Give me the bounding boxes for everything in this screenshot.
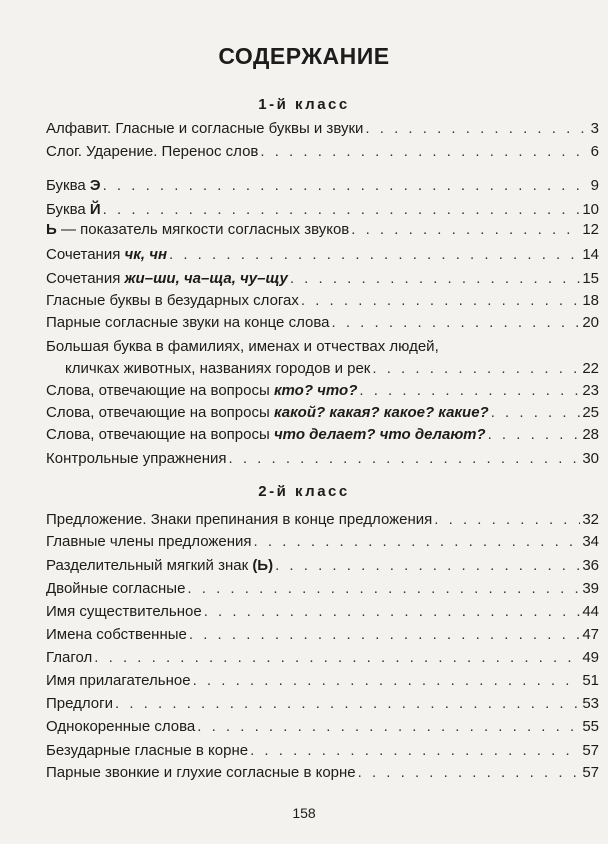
toc-entry-line: [46, 647, 599, 669]
toc-entry-line: [46, 402, 599, 424]
toc-entry[interactable]: [46, 509, 599, 531]
toc-entry-title: [46, 601, 202, 623]
toc-entry[interactable]: [46, 555, 599, 577]
toc-entry-line: [46, 380, 599, 402]
toc-entry-term: Э: [89, 177, 101, 194]
toc-entry-text: Имена собственные: [46, 626, 187, 643]
toc-entry-title: [46, 290, 299, 312]
toc-entry-line: [46, 693, 599, 715]
toc-entry-text: Буква: [46, 177, 90, 194]
toc-entry[interactable]: [46, 380, 599, 402]
toc-entry-term: кто? что?: [273, 382, 358, 399]
section-heading-grade-1: 1-й класс: [258, 96, 350, 113]
toc-entry-title: [46, 509, 432, 531]
toc-entry-text: Большая буква в фамилиях, именах и отчествах людей,: [46, 338, 439, 355]
toc-entry-line: [46, 670, 599, 692]
toc-entry-line: [46, 509, 599, 531]
toc-entry-line: [46, 601, 599, 623]
toc-entry-title: [46, 402, 489, 424]
toc-entry-text: Контрольные упражнения: [46, 450, 227, 467]
toc-entry-text: Слова, отвечающие на вопросы: [46, 426, 274, 443]
toc-entry-text: Слог. Ударение. Перенос слов: [46, 143, 259, 160]
dot-leader: [275, 555, 580, 577]
toc-entry-line: [46, 624, 599, 646]
toc-entry-line: [46, 141, 599, 163]
toc-entry-term: чк, чн: [124, 246, 168, 263]
toc-entry-title: [46, 716, 195, 738]
toc-page-number: 18: [582, 292, 599, 309]
page-number: 158: [292, 805, 316, 821]
dot-leader: [358, 762, 581, 784]
toc-entry-text: кличках животных, названиях городов и рек: [65, 360, 371, 377]
toc-page-number: 25: [582, 404, 599, 421]
toc-entry[interactable]: [46, 402, 599, 424]
toc-entry-line: [46, 312, 599, 334]
toc-page-number: 55: [582, 718, 599, 735]
toc-page-number: 53: [582, 695, 599, 712]
toc-page-number: 9: [590, 177, 599, 194]
toc-entry-text: Сочетания: [46, 246, 125, 263]
toc-entry-title: [46, 762, 356, 784]
toc-entry-line: [46, 244, 599, 266]
toc-entry-title: [46, 312, 329, 334]
toc-page-number: 12: [582, 221, 599, 238]
page-title: СОДЕРЖАНИЕ: [218, 43, 390, 69]
toc-entry-title: [46, 624, 187, 646]
toc-entry-title: [46, 244, 167, 266]
toc-entry[interactable]: [46, 716, 599, 738]
toc-entry[interactable]: [46, 424, 599, 446]
dot-leader: [488, 424, 581, 446]
toc-entry-title: [46, 448, 226, 470]
dot-leader: [189, 624, 580, 646]
toc-page-number: 20: [582, 314, 599, 331]
toc-entry-term: Й: [89, 201, 101, 218]
toc-page-number: 6: [590, 143, 599, 160]
dot-leader: [204, 601, 581, 623]
toc-entry-term: Ь: [46, 221, 57, 238]
dot-leader: [491, 402, 581, 424]
toc-entry[interactable]: [46, 670, 599, 692]
toc-entry[interactable]: [46, 624, 599, 646]
toc-entry-text: Слова, отвечающие на вопросы: [46, 382, 274, 399]
dot-leader: [94, 647, 580, 669]
toc-entry[interactable]: [46, 268, 599, 290]
toc-page-number: 23: [582, 382, 599, 399]
toc-entry-text: Парные согласные звуки на конце слова: [46, 314, 330, 331]
dot-leader: [254, 531, 581, 553]
toc-entry-line: [46, 219, 599, 241]
dot-leader: [301, 290, 580, 312]
toc-entry[interactable]: [46, 199, 599, 221]
toc-page-number: 14: [582, 246, 599, 263]
toc-entry-term: (Ь): [252, 557, 274, 574]
dot-leader: [372, 358, 580, 380]
toc-page-number: 57: [582, 742, 599, 759]
toc-entry-text: — показатель мягкости согласных звуков: [56, 221, 350, 238]
toc-entry[interactable]: [46, 336, 599, 380]
toc-entry[interactable]: [46, 290, 599, 312]
toc-entry[interactable]: [46, 762, 599, 784]
toc-entry[interactable]: [46, 312, 599, 334]
toc-entry[interactable]: [46, 141, 599, 163]
toc-entry-first-line: [46, 336, 599, 358]
dot-leader: [228, 448, 580, 470]
toc-entry-text: Двойные согласные: [46, 580, 186, 597]
dot-leader: [115, 693, 580, 715]
toc-entry-line: [46, 448, 599, 470]
dot-leader: [250, 740, 580, 762]
toc-entry[interactable]: [46, 175, 599, 197]
toc-entry-text: Имя прилагательное: [46, 672, 191, 689]
toc-page-number: 47: [582, 626, 599, 643]
toc-entry-line: [46, 740, 599, 762]
toc-entry-line: [46, 716, 599, 738]
dot-leader: [193, 670, 581, 692]
dot-leader: [103, 175, 589, 197]
toc-entry-line: [46, 268, 599, 290]
toc-entry-text: Гласные буквы в безударных слогах: [46, 292, 299, 309]
toc-page-number: 15: [582, 270, 599, 287]
toc-entry-title: [46, 578, 185, 600]
toc-page-number: 30: [582, 450, 599, 467]
dot-leader: [290, 268, 580, 290]
toc-entry[interactable]: [46, 578, 599, 600]
toc-entry-second-line: [46, 358, 599, 380]
toc-entry-title: [46, 531, 252, 553]
toc-page-number: 51: [582, 672, 599, 689]
toc-entry-text: Безударные гласные в корне: [46, 742, 249, 759]
toc-entry-line: [46, 578, 599, 600]
toc-entry-title: [46, 175, 101, 197]
toc-entry-line: [46, 555, 599, 577]
toc-page-number: 44: [582, 603, 599, 620]
toc-entry-line: [46, 118, 599, 140]
toc-entry[interactable]: [46, 647, 599, 669]
toc-entry-title: [46, 555, 273, 577]
toc-entry-text: Буква: [46, 201, 90, 218]
dot-leader: [331, 312, 580, 334]
toc-entry-title: [46, 199, 101, 221]
toc-entry-title: [46, 670, 191, 692]
toc-entry-term: жи–ши, ча–ща, чу–щу: [124, 270, 288, 287]
toc-entry-title: [46, 693, 113, 715]
toc-entry[interactable]: [46, 601, 599, 623]
dot-leader: [187, 578, 580, 600]
dot-leader: [359, 380, 580, 402]
toc-entry-text: Главные члены предложения: [46, 533, 252, 550]
toc-page-number: 36: [582, 557, 599, 574]
dot-leader: [197, 716, 580, 738]
toc-entry-text: Глагол: [46, 649, 93, 666]
toc-entry[interactable]: [46, 448, 599, 470]
toc-page-number: 57: [582, 764, 599, 781]
toc-page-number: 39: [582, 580, 599, 597]
dot-leader: [103, 199, 581, 221]
toc-entry-text: Предлоги: [46, 695, 114, 712]
toc-entry-line: [46, 175, 599, 197]
toc-entry-text: Сочетания: [46, 270, 125, 287]
section-heading-grade-2: 2-й класс: [258, 483, 350, 500]
toc-entry-line: [46, 531, 599, 553]
toc-entry-line: [46, 762, 599, 784]
toc-entry-title: [46, 141, 258, 163]
toc-entry-text: Алфавит. Гласные и согласные буквы и звуки: [46, 120, 364, 137]
toc-entry-text: Парные звонкие и глухие согласные в корне: [46, 764, 356, 781]
toc-entry-text: Разделительный мягкий знак: [46, 557, 253, 574]
dot-leader: [351, 219, 580, 241]
toc-page-number: 3: [590, 120, 599, 137]
toc-entry[interactable]: [46, 693, 599, 715]
toc-entry-title: [46, 740, 248, 762]
toc-entry[interactable]: [46, 118, 599, 140]
toc-entry[interactable]: [46, 219, 599, 241]
toc-entry-title: [46, 647, 92, 669]
toc-entry-title: [46, 424, 486, 446]
toc-entry-line: [46, 424, 599, 446]
toc-page-number: 22: [582, 360, 599, 377]
dot-leader: [434, 509, 580, 531]
dot-leader: [169, 244, 580, 266]
toc-page-number: 32: [582, 511, 599, 528]
toc-entry-title: [46, 219, 349, 241]
toc-page-number: 10: [582, 201, 599, 218]
toc-entry-line: [46, 290, 599, 312]
toc-entry[interactable]: [46, 244, 599, 266]
toc-entry-text: Слова, отвечающие на вопросы: [46, 404, 274, 421]
toc-entry-title: [46, 268, 288, 290]
toc-entry-line: [46, 199, 599, 221]
toc-entry-title: [46, 336, 439, 358]
toc-entry[interactable]: [46, 740, 599, 762]
toc-page-number: 49: [582, 649, 599, 666]
toc-entry-text: Однокоренные слова: [46, 718, 196, 735]
toc-entry-text: Имя существительное: [46, 603, 202, 620]
toc-entry-text: Предложение. Знаки препинания в конце предложения: [46, 511, 433, 528]
dot-leader: [365, 118, 588, 140]
toc-entry[interactable]: [46, 531, 599, 553]
toc-entry-title: [46, 118, 363, 140]
toc-page-number: 28: [582, 426, 599, 443]
toc-entry-title: [46, 380, 357, 402]
toc-entry-term: что делает? что делают?: [273, 426, 486, 443]
toc-page-number: 34: [582, 533, 599, 550]
dot-leader: [260, 141, 588, 163]
toc-entry-term: какой? какая? какое? какие?: [273, 404, 489, 421]
